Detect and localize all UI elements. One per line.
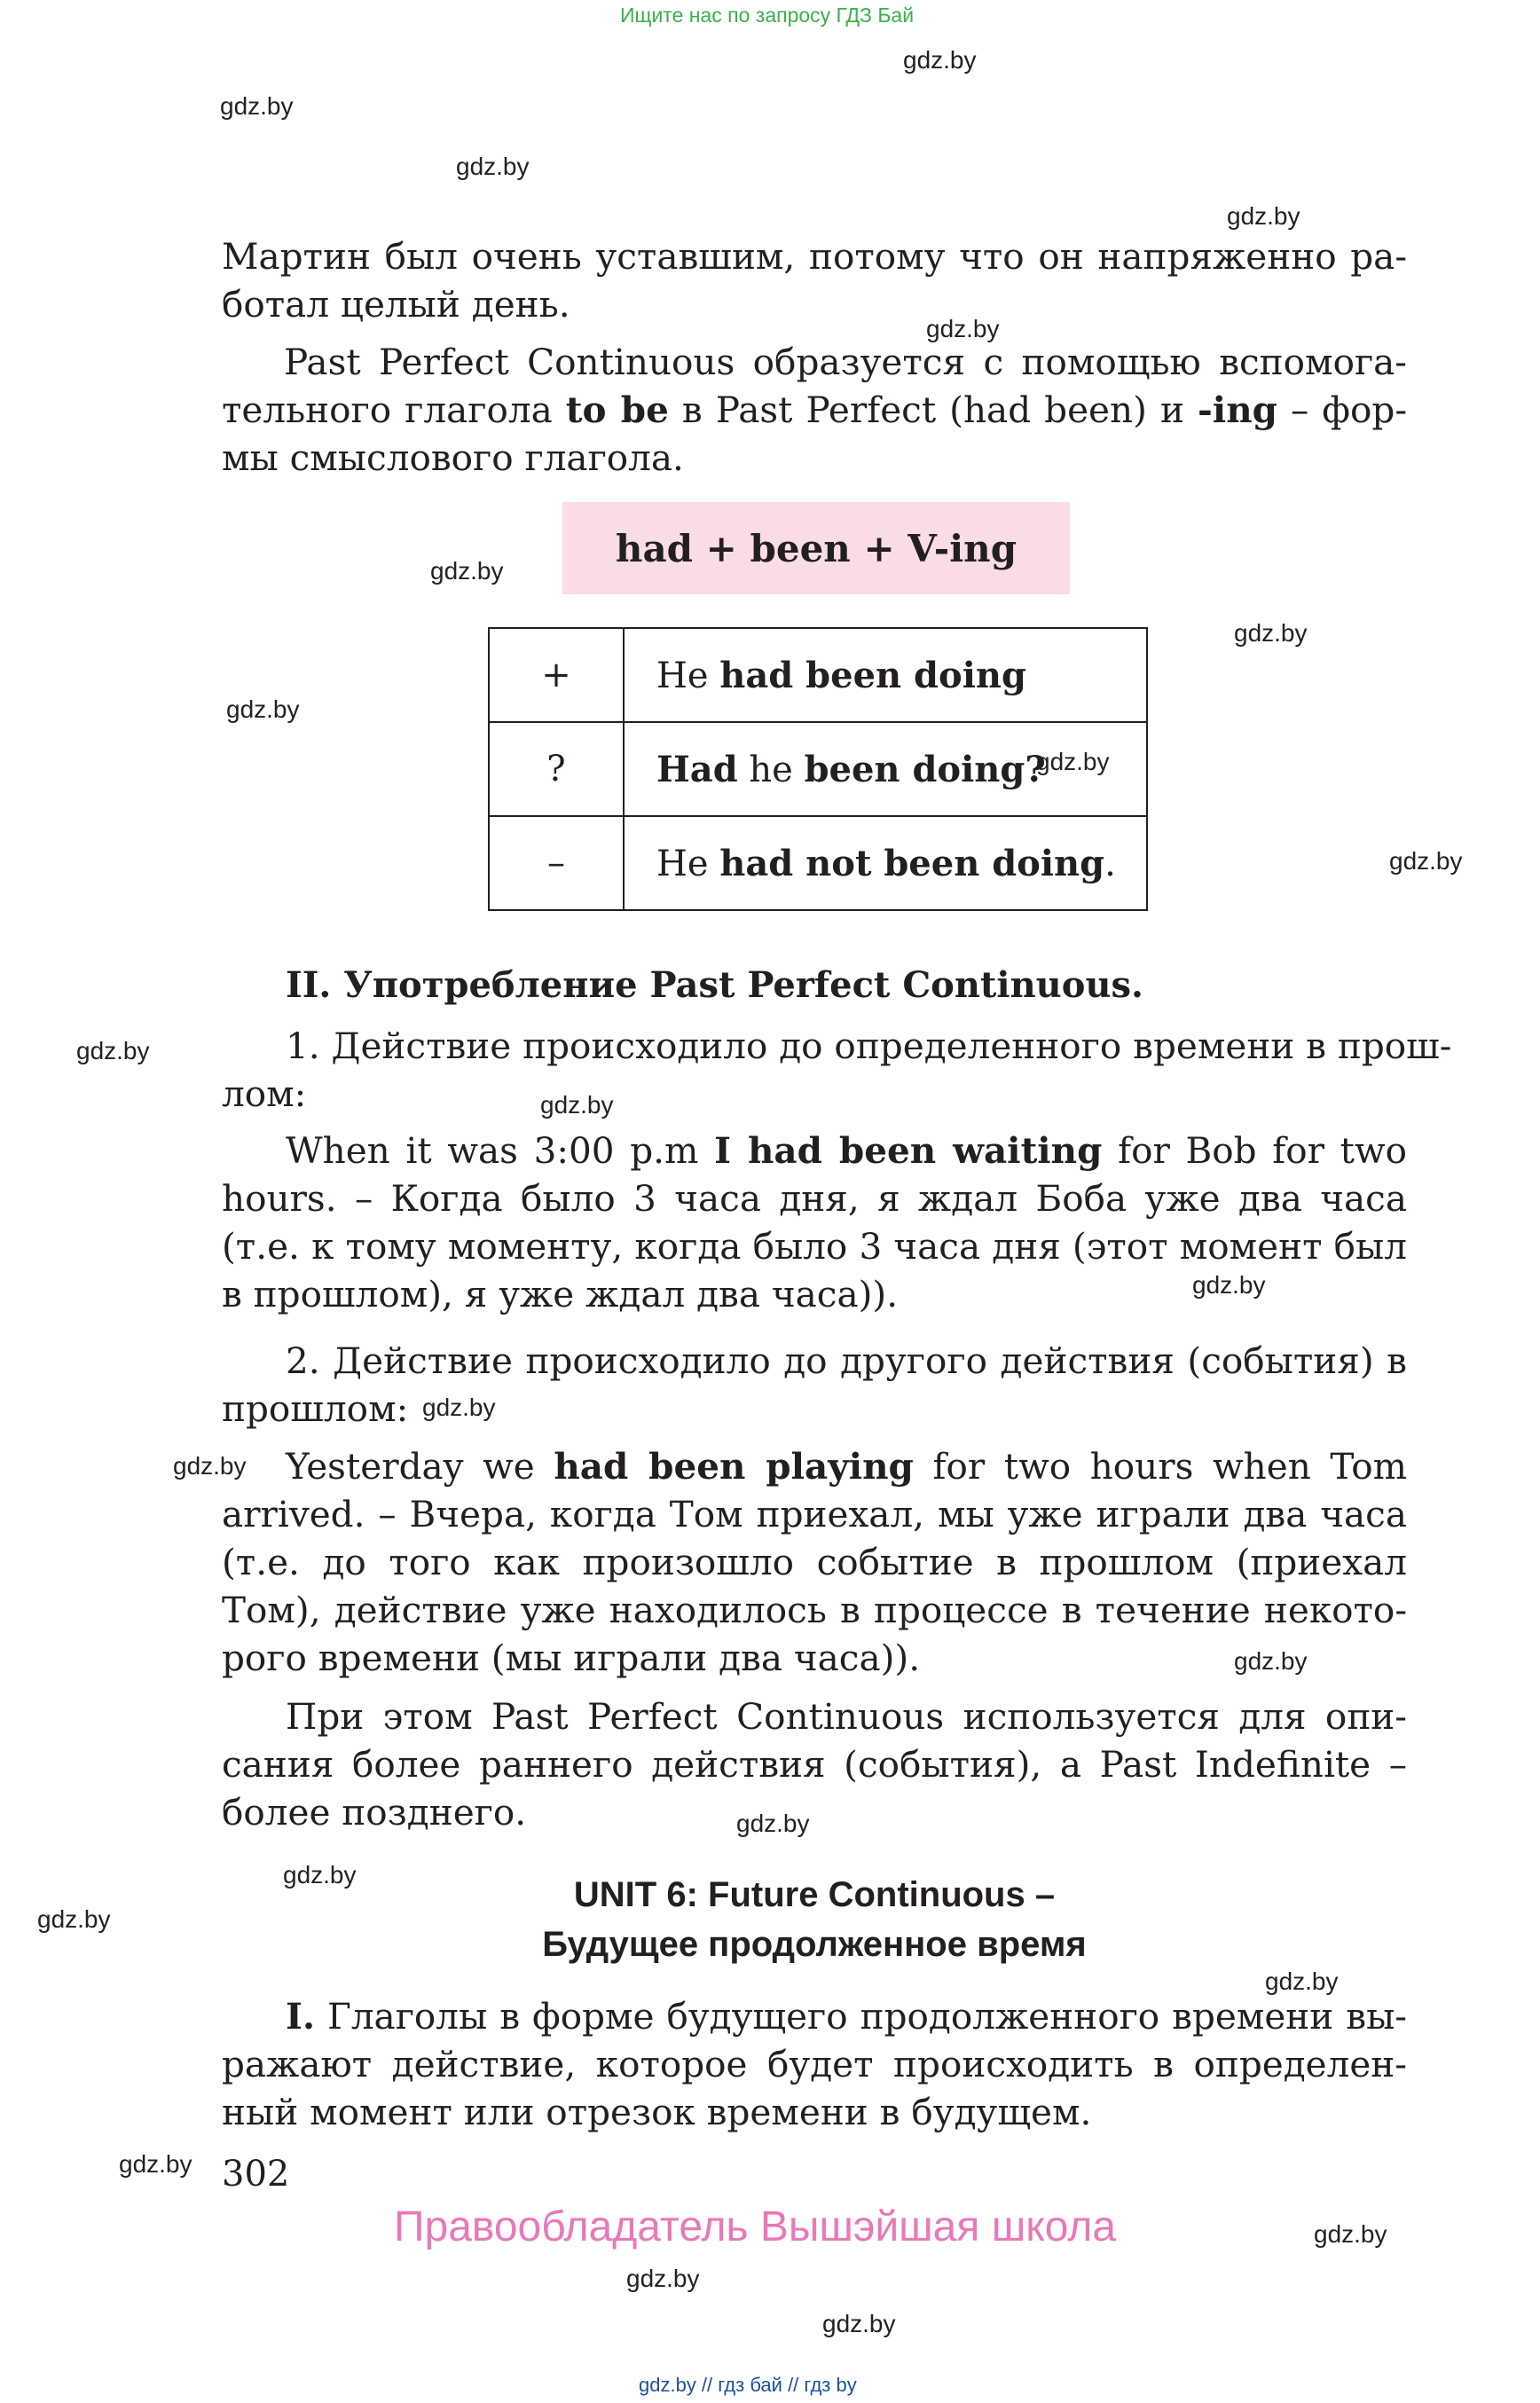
watermark: gdz.by bbox=[1314, 2220, 1387, 2248]
text-line: мы смыслового глагола. bbox=[222, 436, 684, 479]
watermark: gdz.by bbox=[1036, 748, 1110, 775]
watermark: gdz.by bbox=[1227, 202, 1300, 230]
sign-cell: – bbox=[489, 816, 624, 910]
table-row bbox=[489, 722, 1147, 816]
watermark: gdz.by bbox=[626, 2265, 700, 2292]
text-line: arrived. – Вчера, когда Том приехал, мы уже играли два часа bbox=[222, 1493, 1407, 1535]
section-heading: II. Употребление Past Perfect Continuous. bbox=[286, 964, 1143, 1006]
usage-item-1 bbox=[222, 1022, 1452, 1118]
example-cell: Had he been doing? bbox=[624, 722, 1147, 816]
text-line: ный момент или отрезок времени в будущем. bbox=[222, 2091, 1092, 2133]
unit-heading bbox=[222, 1870, 1407, 1969]
unit-title-line-1: UNIT 6: Future Continuous – bbox=[573, 1875, 1056, 1914]
watermark: gdz.by bbox=[822, 2310, 896, 2337]
paragraph-martin bbox=[222, 232, 1407, 328]
watermark: gdz.by bbox=[173, 1452, 247, 1480]
formula-box bbox=[562, 502, 1070, 594]
paragraph-formation bbox=[222, 338, 1407, 482]
watermark: gdz.by bbox=[540, 1091, 614, 1119]
text-line: When it was 3:00 p.m I had been waiting for Bob for two bbox=[286, 1129, 1408, 1172]
watermark: gdz.by bbox=[422, 1394, 496, 1421]
usage-item-2 bbox=[222, 1337, 1407, 1433]
page-number: 302 bbox=[222, 2154, 290, 2195]
forms-table bbox=[488, 627, 1148, 911]
top-search-note: Ищите нас по запросу ГДЗ Бай bbox=[620, 4, 915, 27]
unit-paragraph bbox=[222, 1992, 1407, 2136]
watermark: gdz.by bbox=[926, 315, 1000, 342]
text-line: тельного глагола to be в Past Perfect (had been) и -ing – фор- bbox=[222, 389, 1408, 431]
formula-text: had + been + V-ing bbox=[615, 526, 1018, 570]
usage-example-1 bbox=[222, 1127, 1407, 1318]
text-line: Yesterday we had been playing for two hours when Tom bbox=[286, 1445, 1408, 1488]
text-line: в прошлом), я уже ждал два часа)). bbox=[222, 1273, 899, 1315]
text-line: 2. Действие происходило до другого действия (события) в bbox=[286, 1339, 1407, 1382]
copyright-line: Правообладатель Вышэйшая школа bbox=[394, 2203, 1117, 2250]
watermark: gdz.by bbox=[283, 1861, 357, 1889]
text-line: hours. – Когда было 3 часа дня, я ждал Боба уже два часа bbox=[222, 1177, 1407, 1220]
watermark: gdz.by bbox=[37, 1905, 111, 1933]
table-row bbox=[489, 628, 1147, 722]
watermark: gdz.by bbox=[456, 153, 530, 180]
watermark: gdz.by bbox=[1192, 1271, 1266, 1299]
text-line: При этом Past Perfect Continuous используется для опи- bbox=[286, 1695, 1407, 1738]
text-line: (т.е. до того как произошло событие в прошлом (приехал bbox=[222, 1541, 1407, 1583]
watermark: gdz.by bbox=[1234, 619, 1308, 647]
text-line: Том), действие уже находилось в процессе в течение некото- bbox=[222, 1589, 1407, 1631]
text-line: более позднего. bbox=[222, 1791, 527, 1834]
sign-cell: ? bbox=[489, 722, 624, 816]
watermark: gdz.by bbox=[226, 695, 300, 723]
text-line: I. Глаголы в форме будущего продолженного времени вы- bbox=[286, 1995, 1407, 2038]
watermark: gdz.by bbox=[1265, 1967, 1339, 1995]
text-line: ботал целый день. bbox=[222, 283, 570, 326]
text-line: лом: bbox=[222, 1072, 307, 1115]
usage-example-2 bbox=[222, 1442, 1407, 1682]
watermark: gdz.by bbox=[903, 46, 977, 74]
example-cell: He had been doing bbox=[624, 628, 1147, 722]
text-line: сания более раннего действия (события), а Past Indefinite – bbox=[222, 1743, 1407, 1786]
text-line: рого времени (мы играли два часа)). bbox=[222, 1637, 921, 1679]
text-line: ражают действие, которое будет происходить в определен- bbox=[222, 2043, 1407, 2085]
bottom-links[interactable]: gdz.by // гдз бай // гдз by bbox=[639, 2374, 857, 2396]
table-row bbox=[489, 816, 1147, 910]
watermark: gdz.by bbox=[220, 92, 294, 120]
text-line: (т.е. к тому моменту, когда было 3 часа дня (этот момент был bbox=[222, 1225, 1407, 1268]
watermark: gdz.by bbox=[76, 1037, 150, 1064]
watermark: gdz.by bbox=[736, 1810, 810, 1837]
sign-cell: + bbox=[489, 628, 624, 722]
watermark: gdz.by bbox=[1389, 847, 1463, 875]
text-line: 1. Действие происходило до определенного времени в прош- bbox=[286, 1025, 1452, 1067]
text-line: Мартин был очень уставшим, потому что он напряженно ра- bbox=[222, 235, 1407, 278]
watermark: gdz.by bbox=[119, 2150, 192, 2178]
example-cell: He had not been doing. bbox=[624, 816, 1147, 910]
unit-title-line-2: Будущее продолженное время bbox=[542, 1925, 1087, 1964]
watermark: gdz.by bbox=[430, 557, 504, 585]
text-line: Past Perfect Continuous образуется с помощью вспомога- bbox=[284, 341, 1407, 383]
usage-note bbox=[222, 1692, 1407, 1836]
text-line: прошлом: bbox=[222, 1387, 409, 1430]
watermark: gdz.by bbox=[1234, 1647, 1308, 1675]
